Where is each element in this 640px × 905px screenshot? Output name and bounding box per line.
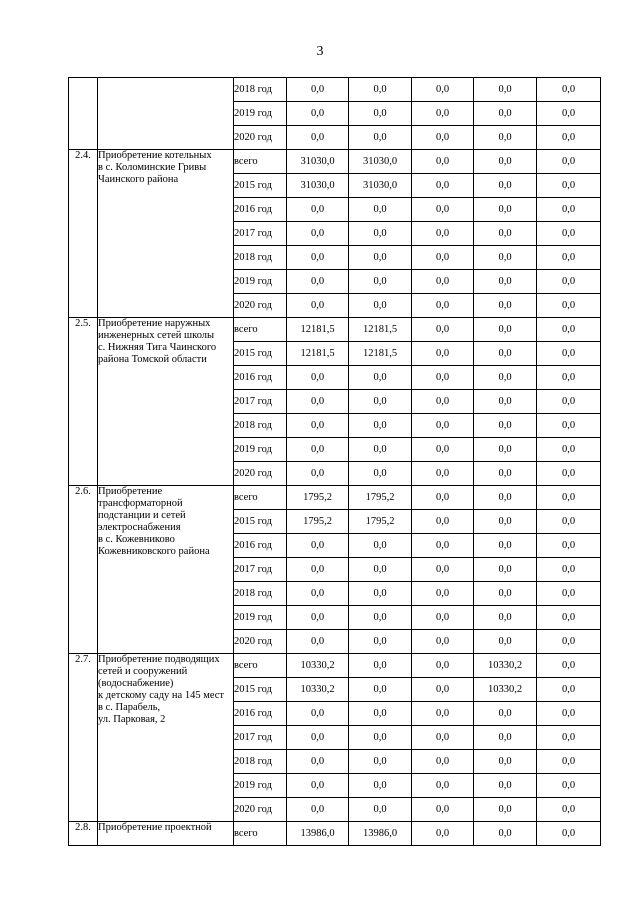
value-cell: 31030,0 — [349, 174, 412, 198]
value-cell: 0,0 — [349, 246, 412, 270]
value-cell: 13986,0 — [349, 822, 412, 846]
value-cell: 13986,0 — [287, 822, 349, 846]
value-cell: 0,0 — [349, 678, 412, 702]
value-cell: 0,0 — [537, 798, 601, 822]
value-cell: 0,0 — [412, 726, 474, 750]
value-cell: 0,0 — [537, 126, 601, 150]
period-cell: 2020 год — [234, 630, 287, 654]
value-cell: 0,0 — [474, 102, 537, 126]
value-cell: 0,0 — [474, 342, 537, 366]
period-cell: 2019 год — [234, 102, 287, 126]
value-cell: 0,0 — [474, 822, 537, 846]
value-cell: 12181,5 — [287, 318, 349, 342]
value-cell: 1795,2 — [349, 486, 412, 510]
value-cell: 0,0 — [349, 414, 412, 438]
value-cell: 0,0 — [287, 750, 349, 774]
item-number: 2.7. — [69, 654, 98, 822]
value-cell: 0,0 — [412, 366, 474, 390]
table-body — [69, 78, 601, 846]
value-cell: 0,0 — [474, 246, 537, 270]
period-cell: 2019 год — [234, 774, 287, 798]
table-row — [69, 654, 601, 678]
value-cell: 0,0 — [287, 726, 349, 750]
period-cell: 2015 год — [234, 174, 287, 198]
period-cell: 2016 год — [234, 534, 287, 558]
period-cell: 2020 год — [234, 462, 287, 486]
period-cell: 2020 год — [234, 294, 287, 318]
period-cell: 2016 год — [234, 702, 287, 726]
value-cell: 0,0 — [537, 78, 601, 102]
item-name: Приобретение проектной — [98, 822, 234, 846]
value-cell: 10330,2 — [474, 654, 537, 678]
value-cell: 0,0 — [537, 222, 601, 246]
value-cell: 0,0 — [537, 486, 601, 510]
value-cell: 0,0 — [412, 78, 474, 102]
period-cell: 2017 год — [234, 726, 287, 750]
value-cell: 0,0 — [412, 606, 474, 630]
value-cell: 0,0 — [287, 798, 349, 822]
value-cell: 0,0 — [349, 366, 412, 390]
value-cell: 0,0 — [349, 390, 412, 414]
value-cell: 0,0 — [474, 510, 537, 534]
value-cell: 0,0 — [537, 582, 601, 606]
value-cell: 0,0 — [349, 438, 412, 462]
value-cell: 0,0 — [474, 774, 537, 798]
table-row — [69, 78, 601, 102]
value-cell: 0,0 — [349, 102, 412, 126]
period-cell: 2018 год — [234, 414, 287, 438]
value-cell: 0,0 — [287, 462, 349, 486]
value-cell: 0,0 — [412, 102, 474, 126]
period-cell: 2016 год — [234, 198, 287, 222]
value-cell: 0,0 — [537, 318, 601, 342]
value-cell: 0,0 — [474, 126, 537, 150]
value-cell: 0,0 — [412, 510, 474, 534]
value-cell: 0,0 — [537, 246, 601, 270]
value-cell: 0,0 — [474, 486, 537, 510]
period-cell: 2015 год — [234, 342, 287, 366]
table-row — [69, 486, 601, 510]
value-cell: 0,0 — [474, 534, 537, 558]
value-cell: 0,0 — [349, 798, 412, 822]
value-cell: 0,0 — [287, 102, 349, 126]
period-cell: 2019 год — [234, 438, 287, 462]
period-cell: 2020 год — [234, 126, 287, 150]
value-cell: 0,0 — [349, 750, 412, 774]
value-cell: 0,0 — [412, 534, 474, 558]
value-cell: 0,0 — [537, 390, 601, 414]
value-cell: 0,0 — [474, 318, 537, 342]
item-name — [98, 78, 234, 150]
value-cell: 1795,2 — [287, 486, 349, 510]
period-cell: 2018 год — [234, 246, 287, 270]
value-cell: 0,0 — [349, 630, 412, 654]
value-cell: 0,0 — [537, 438, 601, 462]
value-cell: 12181,5 — [349, 342, 412, 366]
item-number — [69, 78, 98, 150]
value-cell: 0,0 — [537, 510, 601, 534]
value-cell: 0,0 — [349, 270, 412, 294]
value-cell: 1795,2 — [349, 510, 412, 534]
value-cell: 0,0 — [474, 198, 537, 222]
value-cell: 0,0 — [412, 486, 474, 510]
value-cell: 0,0 — [412, 174, 474, 198]
value-cell: 0,0 — [412, 654, 474, 678]
period-cell: 2017 год — [234, 222, 287, 246]
value-cell: 0,0 — [287, 774, 349, 798]
period-cell: 2018 год — [234, 78, 287, 102]
value-cell: 0,0 — [349, 606, 412, 630]
value-cell: 0,0 — [287, 606, 349, 630]
value-cell: 0,0 — [474, 390, 537, 414]
period-cell: всего — [234, 822, 287, 846]
value-cell: 0,0 — [287, 558, 349, 582]
value-cell: 0,0 — [474, 630, 537, 654]
value-cell: 12181,5 — [349, 318, 412, 342]
value-cell: 0,0 — [349, 198, 412, 222]
funding-table — [68, 77, 601, 846]
value-cell: 0,0 — [537, 150, 601, 174]
value-cell: 0,0 — [412, 414, 474, 438]
item-number: 2.6. — [69, 486, 98, 654]
value-cell: 0,0 — [412, 318, 474, 342]
value-cell: 0,0 — [349, 78, 412, 102]
value-cell: 0,0 — [412, 678, 474, 702]
value-cell: 0,0 — [537, 198, 601, 222]
value-cell: 0,0 — [537, 774, 601, 798]
value-cell: 0,0 — [474, 366, 537, 390]
value-cell: 0,0 — [287, 366, 349, 390]
value-cell: 0,0 — [474, 78, 537, 102]
value-cell: 0,0 — [412, 582, 474, 606]
value-cell: 0,0 — [537, 822, 601, 846]
value-cell: 0,0 — [537, 726, 601, 750]
value-cell: 0,0 — [474, 558, 537, 582]
value-cell: 0,0 — [287, 246, 349, 270]
item-name: Приобретение котельных в с. Коломинские Гривы Чаинского района — [98, 150, 234, 318]
value-cell: 31030,0 — [349, 150, 412, 174]
value-cell: 0,0 — [537, 750, 601, 774]
period-cell: всего — [234, 486, 287, 510]
value-cell: 0,0 — [537, 558, 601, 582]
value-cell: 0,0 — [412, 150, 474, 174]
table-row — [69, 822, 601, 846]
value-cell: 0,0 — [287, 222, 349, 246]
value-cell: 0,0 — [537, 702, 601, 726]
value-cell: 31030,0 — [287, 150, 349, 174]
value-cell: 0,0 — [412, 702, 474, 726]
value-cell: 10330,2 — [287, 678, 349, 702]
value-cell: 0,0 — [349, 222, 412, 246]
value-cell: 0,0 — [287, 630, 349, 654]
value-cell: 0,0 — [474, 726, 537, 750]
value-cell: 31030,0 — [287, 174, 349, 198]
period-cell: всего — [234, 318, 287, 342]
value-cell: 0,0 — [537, 630, 601, 654]
value-cell: 0,0 — [537, 342, 601, 366]
value-cell: 0,0 — [537, 462, 601, 486]
value-cell: 0,0 — [537, 534, 601, 558]
value-cell: 0,0 — [412, 342, 474, 366]
period-cell: 2018 год — [234, 582, 287, 606]
item-name: Приобретение наружных инженерных сетей школы с. Нижняя Тига Чаинского района Томской области — [98, 318, 234, 486]
value-cell: 0,0 — [474, 414, 537, 438]
period-cell: 2017 год — [234, 558, 287, 582]
value-cell: 10330,2 — [287, 654, 349, 678]
value-cell: 0,0 — [474, 150, 537, 174]
value-cell: 0,0 — [349, 558, 412, 582]
period-cell: 2019 год — [234, 606, 287, 630]
value-cell: 0,0 — [412, 222, 474, 246]
value-cell: 0,0 — [287, 78, 349, 102]
value-cell: 0,0 — [412, 438, 474, 462]
value-cell: 0,0 — [412, 558, 474, 582]
value-cell: 0,0 — [287, 438, 349, 462]
value-cell: 0,0 — [537, 414, 601, 438]
value-cell: 0,0 — [474, 582, 537, 606]
item-number: 2.8. — [69, 822, 98, 846]
item-name: Приобретение подводящих сетей и сооружений (водоснабжение) к детскому саду на 145 мест в с. Парабель, ул. Парковая, 2 — [98, 654, 234, 822]
period-cell: всего — [234, 654, 287, 678]
value-cell: 0,0 — [412, 198, 474, 222]
value-cell: 0,0 — [537, 606, 601, 630]
value-cell: 0,0 — [349, 582, 412, 606]
item-number: 2.4. — [69, 150, 98, 318]
value-cell: 1795,2 — [287, 510, 349, 534]
period-cell: 2016 год — [234, 366, 287, 390]
value-cell: 0,0 — [474, 222, 537, 246]
page-number: 3 — [316, 44, 324, 59]
value-cell: 0,0 — [412, 462, 474, 486]
value-cell: 0,0 — [287, 294, 349, 318]
value-cell: 0,0 — [349, 726, 412, 750]
value-cell: 0,0 — [474, 750, 537, 774]
value-cell: 0,0 — [287, 126, 349, 150]
value-cell: 0,0 — [412, 798, 474, 822]
value-cell: 0,0 — [474, 606, 537, 630]
value-cell: 0,0 — [412, 390, 474, 414]
value-cell: 0,0 — [412, 294, 474, 318]
value-cell: 0,0 — [537, 366, 601, 390]
value-cell: 0,0 — [349, 702, 412, 726]
value-cell: 0,0 — [537, 654, 601, 678]
value-cell: 0,0 — [537, 294, 601, 318]
period-cell: 2015 год — [234, 510, 287, 534]
item-name: Приобретение трансформаторной подстанции и сетей электроснабжения в с. Кожевниково Кожевниковского района — [98, 486, 234, 654]
value-cell: 0,0 — [412, 270, 474, 294]
period-cell: 2017 год — [234, 390, 287, 414]
value-cell: 0,0 — [474, 270, 537, 294]
value-cell: 0,0 — [412, 246, 474, 270]
table-row — [69, 318, 601, 342]
value-cell: 0,0 — [537, 270, 601, 294]
value-cell: 0,0 — [474, 702, 537, 726]
value-cell: 0,0 — [474, 174, 537, 198]
value-cell: 0,0 — [349, 462, 412, 486]
item-number: 2.5. — [69, 318, 98, 486]
value-cell: 0,0 — [537, 174, 601, 198]
period-cell: всего — [234, 150, 287, 174]
value-cell: 0,0 — [412, 750, 474, 774]
value-cell: 0,0 — [287, 414, 349, 438]
value-cell: 0,0 — [474, 798, 537, 822]
value-cell: 0,0 — [412, 822, 474, 846]
value-cell: 10330,2 — [474, 678, 537, 702]
value-cell: 0,0 — [287, 270, 349, 294]
table-row — [69, 150, 601, 174]
value-cell: 0,0 — [537, 102, 601, 126]
value-cell: 0,0 — [287, 390, 349, 414]
period-cell: 2015 год — [234, 678, 287, 702]
value-cell: 0,0 — [349, 126, 412, 150]
value-cell: 0,0 — [287, 534, 349, 558]
value-cell: 0,0 — [287, 198, 349, 222]
value-cell: 0,0 — [412, 630, 474, 654]
value-cell: 0,0 — [412, 774, 474, 798]
period-cell: 2018 год — [234, 750, 287, 774]
value-cell: 0,0 — [474, 294, 537, 318]
value-cell: 0,0 — [287, 582, 349, 606]
value-cell: 0,0 — [349, 534, 412, 558]
value-cell: 0,0 — [474, 462, 537, 486]
value-cell: 0,0 — [412, 126, 474, 150]
value-cell: 0,0 — [474, 438, 537, 462]
value-cell: 0,0 — [349, 654, 412, 678]
period-cell: 2019 год — [234, 270, 287, 294]
value-cell: 0,0 — [537, 678, 601, 702]
period-cell: 2020 год — [234, 798, 287, 822]
value-cell: 0,0 — [287, 702, 349, 726]
value-cell: 12181,5 — [287, 342, 349, 366]
value-cell: 0,0 — [349, 294, 412, 318]
value-cell: 0,0 — [349, 774, 412, 798]
